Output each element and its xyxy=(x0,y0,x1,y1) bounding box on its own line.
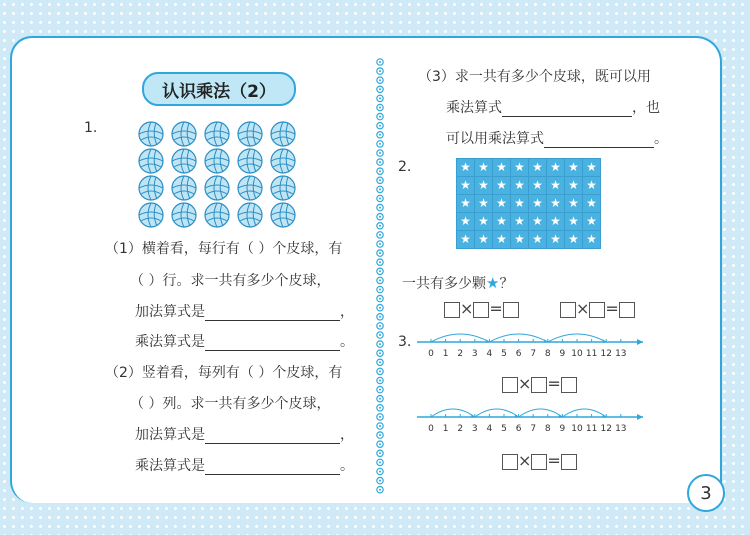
star-icon: ★ xyxy=(529,159,547,177)
ball-icon xyxy=(205,176,229,200)
star-icon: ★ xyxy=(457,195,475,213)
tick-label: 5 xyxy=(501,424,507,434)
q1-part2-add-label: 加法算式是 xyxy=(135,427,205,443)
spine-ring-icon xyxy=(377,168,383,174)
tick-label: 4 xyxy=(486,424,493,434)
spine-ring-icon xyxy=(377,396,383,402)
spine-ring-icon xyxy=(377,132,383,138)
q2-equation-2: × = xyxy=(560,299,635,318)
page-number: 3 xyxy=(687,474,725,512)
q3-equation-2: × = xyxy=(502,451,577,470)
star-icon: ★ xyxy=(529,231,547,249)
answer-box[interactable] xyxy=(473,302,489,318)
star-icon: ★ xyxy=(475,177,493,195)
q1-part3-line3-label: 可以用乘法算式 xyxy=(446,131,544,147)
spine-ring-icon xyxy=(377,332,383,338)
answer-box[interactable] xyxy=(561,377,577,393)
answer-box[interactable] xyxy=(561,454,577,470)
spine-ring-icon xyxy=(377,113,383,119)
tick-label: 2 xyxy=(457,349,464,359)
number-line-2 xyxy=(415,403,650,437)
star-icon: ★ xyxy=(511,213,529,231)
star-icon: ★ xyxy=(565,213,583,231)
q3-equation-1: × = xyxy=(502,374,577,393)
spine-ring-icon xyxy=(377,414,383,420)
ball-icon xyxy=(271,176,295,200)
star-icon: ★ xyxy=(475,213,493,231)
star-icon: ★ xyxy=(457,231,475,249)
q1-part3-blank-1[interactable] xyxy=(502,100,632,117)
star-icon: ★ xyxy=(457,159,475,177)
spine-ring-icon xyxy=(377,359,383,365)
star-icon: ★ xyxy=(547,231,565,249)
tick-label: 11 xyxy=(585,349,598,359)
spine-ring-icon xyxy=(377,305,383,311)
tick-label: 9 xyxy=(559,424,566,434)
spine-ring-icon xyxy=(377,341,383,347)
q1-part2-line2: （ ）列。求一共有多少个皮球， xyxy=(130,396,331,412)
star-icon: ★ xyxy=(493,231,511,249)
star-icon: ★ xyxy=(475,195,493,213)
spine-ring-icon xyxy=(377,459,383,465)
tick-label: 7 xyxy=(530,424,537,434)
spine-ring-icon xyxy=(377,314,383,320)
star-icon: ★ xyxy=(583,213,601,231)
spine-ring-icon xyxy=(377,123,383,129)
q1-part3-line1: （3）求一共有多少个皮球，既可以用 xyxy=(418,69,651,85)
spine-ring-icon xyxy=(377,450,383,456)
spine-ring-icon xyxy=(377,223,383,229)
q1-part3-line3-end: 。 xyxy=(654,131,668,147)
q1-part2-add-end: ， xyxy=(340,427,354,443)
question-3-number: 3. xyxy=(398,334,412,350)
tick-label: 3 xyxy=(471,424,478,434)
number-line-1 xyxy=(415,328,650,362)
spine-ring-icon xyxy=(377,423,383,429)
spine-ring-icon xyxy=(377,59,383,65)
spine-ring-icon xyxy=(377,68,383,74)
q1-part1-mul-blank[interactable] xyxy=(205,334,340,351)
spine-ring-icon xyxy=(377,204,383,210)
tick-label: 2 xyxy=(457,424,464,434)
spine-ring-icon xyxy=(377,405,383,411)
q1-part1-add-label: 加法算式是 xyxy=(135,304,205,320)
q1-part1-line2: （ ）行。求一共有多少个皮球， xyxy=(130,273,331,289)
spine-ring-icon xyxy=(377,377,383,383)
star-icon: ★ xyxy=(583,195,601,213)
arrow-right-icon xyxy=(637,414,643,420)
answer-box[interactable] xyxy=(589,302,605,318)
question-1-number: 1. xyxy=(84,120,98,136)
answer-box[interactable] xyxy=(444,302,460,318)
ball-icon xyxy=(238,203,262,227)
star-icon: ★ xyxy=(475,159,493,177)
question-2-number: 2. xyxy=(398,159,412,175)
q2-question: 一共有多少颗 xyxy=(402,276,486,292)
star-icon: ★ xyxy=(583,231,601,249)
tick-label: 13 xyxy=(615,349,627,359)
star-icon: ★ xyxy=(511,195,529,213)
star-icon: ★ xyxy=(547,195,565,213)
star-icon: ★ xyxy=(583,159,601,177)
jump-arc xyxy=(562,409,606,417)
star-icon: ★ xyxy=(511,177,529,195)
answer-box[interactable] xyxy=(531,377,547,393)
spine-ring-icon xyxy=(377,150,383,156)
star-icon: ★ xyxy=(511,159,529,177)
q1-part2-mul-end: 。 xyxy=(340,458,354,474)
spine-ring-icon xyxy=(377,177,383,183)
tick-label: 7 xyxy=(530,349,537,359)
spine-ring-icon xyxy=(377,77,383,83)
ball-icon xyxy=(205,122,229,146)
tick-label: 11 xyxy=(585,424,598,434)
tick-label: 4 xyxy=(486,349,493,359)
ball-icon xyxy=(238,122,262,146)
star-icon: ★ xyxy=(565,177,583,195)
ball-icon xyxy=(205,149,229,173)
spine-ring-icon xyxy=(377,323,383,329)
star-icon: ★ xyxy=(457,213,475,231)
q1-part1-add-end: ， xyxy=(340,304,354,320)
star-icon: ★ xyxy=(547,177,565,195)
q1-part1-mul-end: 。 xyxy=(340,334,354,350)
jump-arc xyxy=(475,409,519,417)
notebook-spine xyxy=(374,58,386,494)
spine-ring-icon xyxy=(377,468,383,474)
tick-label: 9 xyxy=(559,349,566,359)
star-icon: ★ xyxy=(493,159,511,177)
answer-box[interactable] xyxy=(560,302,576,318)
ball-icon xyxy=(271,149,295,173)
q1-part3-line2-label: 乘法算式 xyxy=(446,100,502,116)
tick-label: 6 xyxy=(515,424,522,434)
spine-ring-icon xyxy=(377,159,383,165)
arrow-right-icon xyxy=(637,339,643,345)
q2-question-end: ？ xyxy=(499,276,514,292)
ball-icon xyxy=(172,149,196,173)
tick-label: 10 xyxy=(571,349,583,359)
star-icon: ★ xyxy=(486,274,500,292)
spine-ring-icon xyxy=(377,277,383,283)
spine-ring-icon xyxy=(377,241,383,247)
tick-label: 5 xyxy=(501,349,507,359)
q1-part2-mul-label: 乘法算式是 xyxy=(135,458,205,474)
star-icon: ★ xyxy=(475,231,493,249)
tick-label: 1 xyxy=(442,349,449,359)
ball-icon xyxy=(172,176,196,200)
answer-box[interactable] xyxy=(503,302,519,318)
spine-ring-icon xyxy=(377,477,383,483)
star-icon: ★ xyxy=(583,177,601,195)
ball-icon xyxy=(271,122,295,146)
q1-part3-line2-end: ，也 xyxy=(632,100,660,116)
star-grid xyxy=(456,158,601,249)
star-icon: ★ xyxy=(565,159,583,177)
spine-ring-icon xyxy=(377,104,383,110)
answer-box[interactable] xyxy=(619,302,635,318)
spine-ring-icon xyxy=(377,286,383,292)
spine-ring-icon xyxy=(377,95,383,101)
star-icon: ★ xyxy=(529,195,547,213)
star-icon: ★ xyxy=(529,213,547,231)
tick-label: 12 xyxy=(600,349,612,359)
answer-box[interactable] xyxy=(502,377,518,393)
tick-label: 10 xyxy=(571,424,583,434)
ball-icon xyxy=(139,203,163,227)
q1-part1-line1: （1）横着看，每行有（ ）个皮球，有 xyxy=(105,241,343,257)
star-icon: ★ xyxy=(547,159,565,177)
q1-part2-line1: （2）竖着看，每列有（ ）个皮球，有 xyxy=(105,365,343,381)
spine-ring-icon xyxy=(377,86,383,92)
spine-ring-icon xyxy=(377,350,383,356)
star-icon: ★ xyxy=(493,177,511,195)
star-icon: ★ xyxy=(493,213,511,231)
star-icon: ★ xyxy=(457,177,475,195)
spine-ring-icon xyxy=(377,386,383,392)
spine-ring-icon xyxy=(377,214,383,220)
tick-label: 8 xyxy=(544,424,551,434)
spine-ring-icon xyxy=(377,441,383,447)
spine-ring-icon xyxy=(377,487,383,493)
spine-ring-icon xyxy=(377,186,383,192)
tick-label: 6 xyxy=(515,349,522,359)
tick-label: 0 xyxy=(428,349,434,359)
ball-icon xyxy=(172,122,196,146)
ball-icon xyxy=(271,203,295,227)
jump-arc xyxy=(431,409,475,417)
star-icon: ★ xyxy=(565,231,583,249)
star-icon: ★ xyxy=(529,177,547,195)
spine-ring-icon xyxy=(377,368,383,374)
ball-icon xyxy=(238,149,262,173)
q1-part1-add-blank[interactable] xyxy=(205,304,340,321)
tick-label: 12 xyxy=(600,424,612,434)
answer-box[interactable] xyxy=(531,454,547,470)
spine-ring-icon xyxy=(377,250,383,256)
star-icon: ★ xyxy=(511,231,529,249)
ball-icon xyxy=(139,176,163,200)
ball-grid xyxy=(135,120,300,230)
star-icon: ★ xyxy=(547,213,565,231)
q1-part1-mul-label: 乘法算式是 xyxy=(135,334,205,350)
spine-ring-icon xyxy=(377,295,383,301)
ball-icon xyxy=(205,203,229,227)
ball-icon xyxy=(238,176,262,200)
ball-icon xyxy=(139,149,163,173)
spine-ring-icon xyxy=(377,268,383,274)
jump-arc xyxy=(519,409,563,417)
q1-part2-mul-blank[interactable] xyxy=(205,458,340,475)
answer-box[interactable] xyxy=(502,454,518,470)
tick-label: 0 xyxy=(428,424,434,434)
spine-ring-icon xyxy=(377,432,383,438)
spine-ring-icon xyxy=(377,259,383,265)
tick-label: 1 xyxy=(442,424,449,434)
q1-part3-blank-2[interactable] xyxy=(544,131,654,148)
tick-label: 13 xyxy=(615,424,627,434)
spine-ring-icon xyxy=(377,141,383,147)
ball-icon xyxy=(139,122,163,146)
section-title: 认识乘法（2） xyxy=(142,72,296,106)
star-icon: ★ xyxy=(493,195,511,213)
spine-ring-icon xyxy=(377,232,383,238)
q1-part2-add-blank[interactable] xyxy=(205,427,340,444)
spine-ring-icon xyxy=(377,195,383,201)
ball-icon xyxy=(172,203,196,227)
tick-label: 3 xyxy=(471,349,478,359)
tick-label: 8 xyxy=(544,349,551,359)
star-icon: ★ xyxy=(565,195,583,213)
q2-equation-1: × = xyxy=(444,299,519,318)
